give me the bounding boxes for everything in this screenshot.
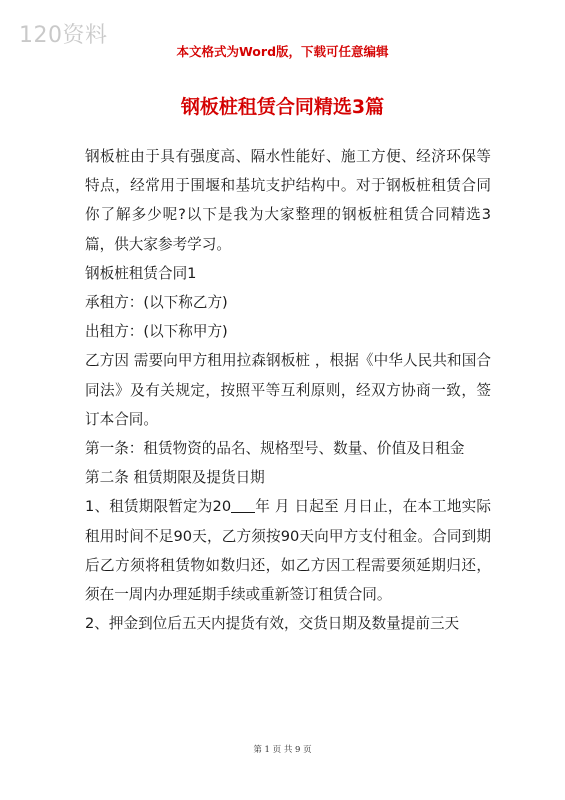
preamble-paragraph: 乙方因 需要向甲方租用拉森钢板桩 ，根据《中华人民共和国合同法》及有关规定，按照平等互利原则，经双方协商一致，签订本合同。 (85, 352, 491, 428)
article-2: 第二条 租赁期限及提货日期 (85, 469, 265, 487)
clause-1-start: 1、租赁期限暂定为20 (85, 498, 232, 516)
clause-1-rest: 年 月 日起至 月日止，在本工地实际租用时间不足90天，乙方须按90天向甲方支付租金。合同到期后乙方须将租赁物如数归还，如乙方因工程需要须延期归还，须在一周内办理延期手续或重新签订租赁合同。 (85, 498, 492, 604)
lessor-line: 出租方：(以下称甲方) (85, 323, 228, 341)
fill-in-blank (231, 498, 255, 513)
article-1: 第一条：租赁物资的品名、规格型号、数量、价值及日租金 (85, 440, 465, 458)
lessee-line: 承租方：(以下称乙方) (85, 294, 228, 312)
contract-heading: 钢板桩租赁合同1 (85, 264, 197, 282)
page-number: 第 1 页 共 9 页 (253, 745, 312, 755)
document-title: 钢板桩租赁合同精选3篇 (180, 96, 385, 118)
watermark-logo: 120资料 (19, 23, 108, 48)
document-body (85, 142, 491, 638)
format-notice: 本文格式为Word版，下载可任意编辑 (176, 44, 389, 59)
clause-1-paragraph (85, 492, 491, 609)
intro-paragraph: 钢板桩由于具有强度高、隔水性能好、施工方便、经济环保等特点，经常用于围堰和基坑支护结构中。对于钢板桩租赁合同你了解多少呢?以下是我为大家整理的钢板桩租赁合同精选3篇，供大家参考学习。 (85, 148, 491, 253)
clause-2-paragraph: 2、押金到位后五天内提货有效，交货日期及数量提前三天 (85, 615, 460, 633)
